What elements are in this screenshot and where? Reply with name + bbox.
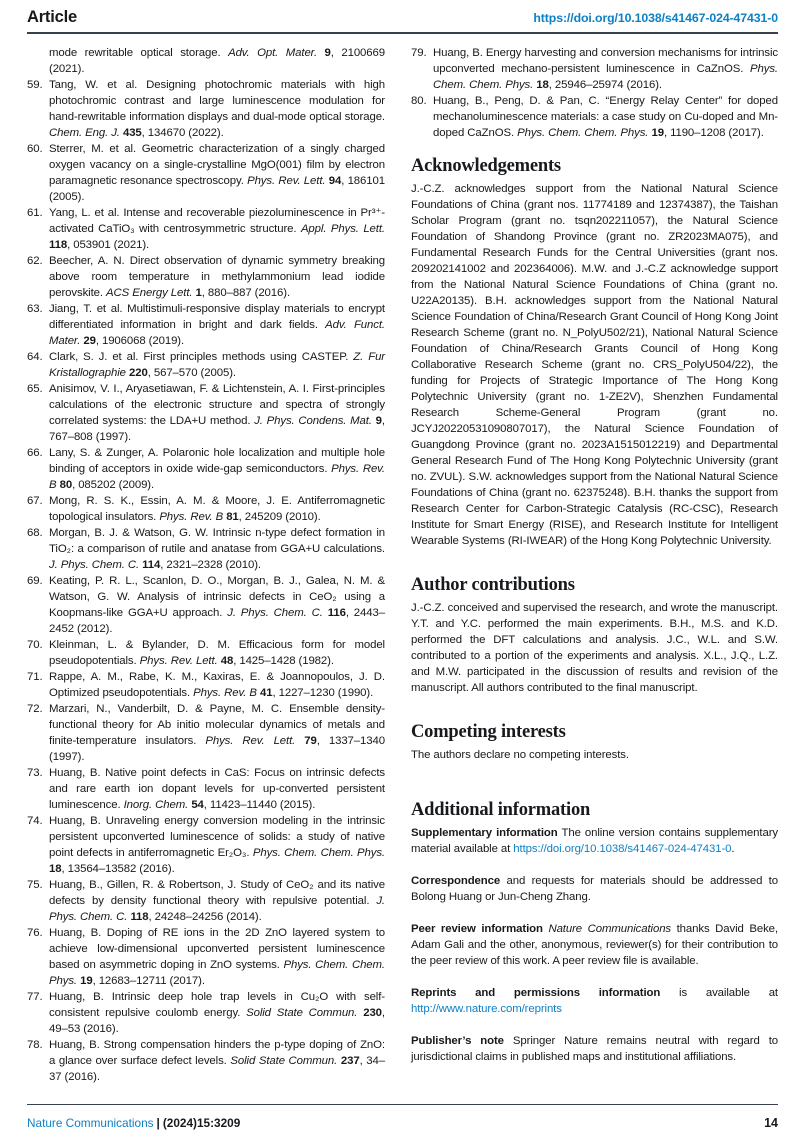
reference-text: Huang, B. Energy harvesting and conversion mechanisms for intrinsic upconverted mechano-persistent luminescence in CaZnOS. Phys. Chem. Chem. Phys. 18, 25946–25974 (2016). [433,47,778,91]
reference-number [27,45,49,77]
reference-item [411,45,778,93]
reference-text: Huang, B. Unraveling energy conversion modeling in the intrinsic persistent upconverted luminescence of solids: a study of native point defects in antiferromagnetic Er₂O₃. Phys. Chem. Chem. Phys. 18, 13564–13582 (2016). [49,815,385,875]
reference-number: 60. [27,143,43,155]
section-heading: Additional information [411,800,591,820]
reference-number: 59. [27,79,43,91]
reference-text: Huang, B., Peng, D. & Pan, C. “Energy Relay Center” for doped mechanoluminescence materials: a case study on Cu-doped and Mn-doped CaZnOS. Phys. Chem. Chem. Phys. 19, 1190–1208 (2017). [433,95,778,139]
reference-text: Huang, B. Intrinsic deep hole trap levels in Cu₂O with self-consistent repulsive coulomb energy. Solid State Commun. 230, 49–53 (2016). [49,991,385,1035]
article-type-label: Article [27,8,77,26]
page-header [27,8,778,27]
volume-citation: (2024)15:3209 [162,1116,241,1130]
reference-item [27,573,385,637]
reference-number: 67. [27,495,43,507]
reference-text: Anisimov, V. I., Aryasetiawan, F. & Lichtenstein, A. I. First-principles calculations of the electronic structure and spectra of strongly correlated systems: the LDA+U method. J. Phys. Condens. Mat. 9, 767–808 (1997). [49,383,385,443]
header-doi-link[interactable]: https://doi.org/10.1038/s41467-024-47431-0 [533,11,778,25]
reference-number: 73. [27,767,43,779]
back-matter-sections [411,156,778,1065]
reference-item [27,445,385,493]
reference-text: Morgan, B. J. & Watson, G. W. Intrinsic n-type defect formation in TiO₂: a comparison of rutile and anatase from GGA+U calculations. J. Phys. Chem. C. 114, 2321–2328 (2010). [49,527,385,571]
reference-number: 68. [27,527,43,539]
reference-number: 78. [27,1039,43,1051]
reference-number: 72. [27,703,43,715]
reference-text: Lany, S. & Zunger, A. Polaronic hole localization and multiple hole binding of acceptors in oxide wide-gap semiconductors. Phys. Rev. B 80, 085202 (2009). [49,447,385,491]
reference-text: Yang, L. et al. Intense and recoverable piezoluminescence in Pr³⁺-activated CaTiO₃ with centrosymmetric structure. Appl. Phys. Lett. 118, 053901 (2021). [49,207,385,251]
reference-item [27,253,385,301]
reference-item [27,925,385,989]
reference-item [27,381,385,445]
reference-list-right [411,45,778,141]
reference-text: Sterrer, M. et al. Geometric characterization of a singly charged oxygen vacancy on a single-crystalline MgO(001) film by electron paramagnetic resonance spectroscopy. Phys. Rev. Lett. 94, 186101 (2005). [49,143,385,203]
header-divider [27,32,778,34]
reference-list-left [27,45,385,1085]
reference-item [27,141,385,205]
reference-number: 77. [27,991,43,1003]
paragraph: Peer review information Nature Communications thanks David Beke, Adam Gali and the other, anonymous, reviewer(s) for their contribution to the peer review of this work. A peer review file is available. [411,923,778,967]
reference-number: 65. [27,383,43,395]
reference-item [27,637,385,669]
reference-number: 64. [27,351,43,363]
paragraph: J.-C.Z. conceived and supervised the research, and wrote the manuscript. Y.T. and Y.C. performed the main experiments. B.H., M.S. and K.D. performed the DFT calculations and analysis. J.C., W.L. and S.W. contributed to a portion of the experiments and analysis. X.L., J.Q., L.Z. and M.W. participated in the discussion of results and revision of the manuscript. All authors contributed to the final manuscript. [411,602,778,694]
paragraph: Supplementary information The online version contains supplementary material available at https://doi.org/10.1038/s41467-024-47431-0. [411,827,778,855]
paragraph: J.-C.Z. acknowledges support from the National Natural Science Foundations of China (grant nos. 11774189 and 12374387), the Taishan Scholar Program (grant no. tsqn202211057), the Natural Science Foundation of Shandong Province (grant no. ZR2023MA075), and Fundamental Research Funds for the Central Universities (grant nos. 209202141002 and 202364006). M.W. and J.-C.Z acknowledge support from the National Natural Science Foundations of China (grant no. U22A20135). B.H. acknowledges support from the National Natural Science Foundation of China/Research Grant Council of Hong Kong Joint Research Scheme (grant no. N_PolyU502/21), National Natural Science Foundation of China/Research Grants Council of Hong Kong Collaborative Research Scheme (grant no. CRS_PolyU504/22), the funding for Projects of Strategic Importance of The Hong Kong Polytechnic University (grant no. 1-ZE2V), Shenzhen Fundamental Research Scheme-General Program (grant no. JCYJ20220531090807017), the Natural Science Foundation of Guangdong Province (grant no. 2023A1515012219) and Departmental General Research Fund of The Hong Kong Polytechnic University (grant no. ZVUL). S.W. acknowledges support from the National Natural Science Foundations of China (grant no. 62375248). B.H. thanks the support from Research Center for Carbon-Strategic Catalysis (RC-CSC), Research Institute for Smart Energy (RISE), and Research Institute for Intelligent Wearable Systems (RI-IWEAR) of the Hong Kong Polytechnic University. [411,183,778,547]
reference-item [27,77,385,141]
section-heading: Author contributions [411,575,575,595]
page-footer [27,1116,778,1130]
section-author-contributions [411,575,778,696]
section-heading: Acknowledgements [411,156,561,176]
section-competing-interests [411,722,778,763]
reference-item [27,669,385,701]
reference-text: Keating, P. R. L., Scanlon, D. O., Morgan, B. J., Galea, N. M. & Watson, G. W. Analysis of intrinsic defects in CeO₂ using a Koopmans-like GGA+U approach. J. Phys. Chem. C. 116, 2443–2452 (2012). [49,575,385,635]
reference-number: 61. [27,207,43,219]
content-columns [27,45,778,1085]
reference-number: 63. [27,303,43,315]
reference-text: Jiang, T. et al. Multistimuli-responsive display materials to encrypt differentiated information in bright and dark fields. Adv. Funct. Mater. 29, 1906068 (2019). [49,303,385,347]
paragraph: The authors declare no competing interests. [411,749,629,761]
reference-number: 80. [411,95,427,107]
paragraph: Correspondence and requests for materials should be addressed to Bolong Huang or Jun-Cheng Zhang. [411,875,778,903]
page-number: 14 [764,1116,778,1130]
reference-item [27,301,385,349]
reference-text: Huang, B. Doping of RE ions in the 2D ZnO layered system to achieve low-dimensional upconverted persistent luminescence based on asymmetric doping in ZnO systems. Phys. Chem. Chem. Phys. 19, 12683–12711 (2017). [49,927,385,987]
reference-text: Clark, S. J. et al. First principles methods using CASTEP. Z. Fur Kristallographie 220, 567–570 (2005). [49,351,385,379]
reference-number: 66. [27,447,43,459]
reference-number: 69. [27,575,43,587]
section-heading: Competing interests [411,722,566,742]
reference-text: Huang, B. Native point defects in CaS: Focus on intrinsic defects and rare earth ion dopant levels for up-converted persistent luminescence. Inorg. Chem. 54, 11423–11440 (2015). [49,767,385,811]
reference-number: 71. [27,671,43,683]
reference-text: Beecher, A. N. Direct observation of dynamic symmetry breaking above room temperature in methylammonium lead iodide perovskite. ACS Energy Lett. 1, 880–887 (2016). [49,255,385,299]
reference-item [27,765,385,813]
reference-text: Kleinman, L. & Bylander, D. M. Efficacious form for model pseudopotentials. Phys. Rev. Lett. 48, 1425–1428 (1982). [49,639,385,667]
reference-item [27,701,385,765]
reference-text: Huang, B., Gillen, R. & Robertson, J. Study of CeO₂ and its native defects by density functional theory with repulsive potential. J. Phys. Chem. C. 118, 24248–24256 (2014). [49,879,385,923]
reference-item [27,877,385,925]
reference-item [27,205,385,253]
footer-separator: | [156,1116,160,1130]
reference-number: 74. [27,815,43,827]
section-acknowledgements [411,156,778,549]
reference-item [27,493,385,525]
reference-text: Tang, W. et al. Designing photochromic materials with high photochromic contrast and large luminescence modulation for hand-rewritable information displays and dual-mode optical storage. Chem. Eng. J. 435, 134670 (2022). [49,79,385,139]
reference-item [27,349,385,381]
reference-text: Marzari, N., Vanderbilt, D. & Payne, M. C. Ensemble density-functional theory for Ab initio molecular dynamics of metals and finite-temperature insulators. Phys. Rev. Lett. 79, 1337–1340 (1997). [49,703,385,763]
reference-text: Rappe, A. M., Rabe, K. M., Kaxiras, E. & Joannopoulos, J. D. Optimized pseudopotentials. Phys. Rev. B 41, 1227–1230 (1990). [49,671,385,699]
reference-text: Huang, B. Strong compensation hinders the p-type doping of ZnO: a glance over surface defect levels. Solid State Commun. 237, 34–37 (2016). [49,1039,385,1083]
reference-text: Mong, R. S. K., Essin, A. M. & Moore, J. E. Antiferromagnetic topological insulators. Phys. Rev. B 81, 245209 (2010). [49,495,385,523]
section-additional-information [411,800,778,1065]
left-column [27,45,385,1085]
reference-item [27,45,385,77]
inline-link[interactable]: http://www.nature.com/reprints [411,1003,562,1015]
journal-name-link[interactable]: Nature Communications [27,1116,154,1130]
reference-number: 76. [27,927,43,939]
reference-text: mode rewritable optical storage. Adv. Opt. Mater. 9, 2100669 (2021). [49,47,385,75]
paragraph: Reprints and permissions information is available at http://www.nature.com/reprints [411,987,778,1015]
right-column [411,45,778,1085]
reference-item [27,1037,385,1085]
reference-item [411,93,778,141]
reference-item [27,525,385,573]
inline-link[interactable]: https://doi.org/10.1038/s41467-024-47431-0 [513,843,732,855]
footer-citation-group [27,1116,240,1130]
paragraph: Publisher’s note Springer Nature remains neutral with regard to jurisdictional claims in published maps and institutional affiliations. [411,1035,778,1063]
reference-number: 75. [27,879,43,891]
reference-item [27,813,385,877]
reference-number: 70. [27,639,43,651]
reference-item [27,989,385,1037]
footer-divider [27,1104,778,1106]
reference-number: 62. [27,255,43,267]
reference-number: 79. [411,47,427,59]
